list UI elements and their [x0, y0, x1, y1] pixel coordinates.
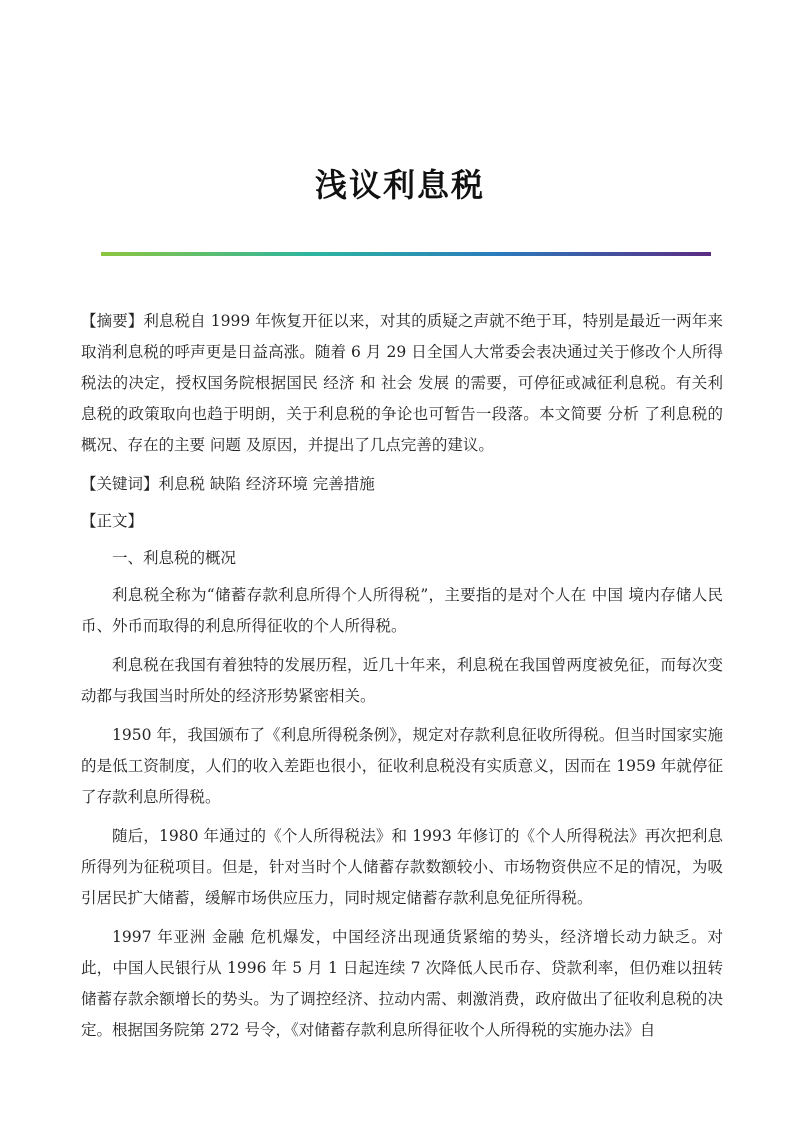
title-divider — [101, 252, 711, 256]
document-title: 浅议利息税 — [314, 166, 485, 204]
body-paragraph: 利息税在我国有着独特的发展历程，近几十年来，利息税在我国曾两度被免征，而每次变动都与我国当时所处的经济形势紧密相关。 — [81, 656, 723, 705]
abstract-paragraph: 【摘要】利息税自 1999 年恢复开征以来，对其的质疑之声就不绝于耳，特别是最近一两年来取消利息税的呼声更是日益高涨。随着 6 月 29 日全国人大常委会表决通过关于修改个人所得税法的决定，授权国务院根据国民 经济 和 社会 发展 的需要，可停征或减征利息税。有关利息税的政策取向也趋于明朗，关于利息税的争论也可暂告一段落。本文简要 分析 了利息税的概况、存在的主要 问题 及原因，并提出了几点完善的建议。 — [81, 312, 723, 454]
body-paragraph: 利息税全称为“储蓄存款利息所得个人所得税”，主要指的是对个人在 中国 境内存储人民币、外币而取得的利息所得征收的个人所得税。 — [81, 586, 723, 635]
body-paragraph: 1950 年，我国颁布了《利息所得税条例》，规定对存款利息征收所得税。但当时国家实施的是低工资制度，人们的收入差距也很小，征收利息税没有实质意义，因而在 1959 年就停征了存款利息所得税。 — [81, 726, 723, 806]
body-paragraph: 1997 年亚洲 金融 危机爆发，中国经济出现通货紧缩的势头，经济增长动力缺乏。对此，中国人民银行从 1996 年 5 月 1 日起连续 7 次降低人民币存、贷款利率，但仍难以扭转储蓄存款余额增长的势头。为了调控经济、拉动内需、刺激消费，政府做出了征收利息税的决定。根据国务院第 272 号令，《对储蓄存款利息所得征收个人所得税的实施办法》自 — [81, 928, 723, 1039]
body-paragraph: 随后，1980 年通过的《个人所得税法》和 1993 年修订的《个人所得税法》再次把利息所得列为征税项目。但是，针对当时个人储蓄存款数额较小、市场物资供应不足的情况，为吸引居民扩大储蓄，缓解市场供应压力，同时规定储蓄存款利息免征所得税。 — [81, 827, 723, 907]
body-label: 【正文】 — [81, 512, 144, 530]
section-heading: 一、利息税的概况 — [112, 549, 237, 567]
document-body — [81, 306, 723, 1054]
keywords-paragraph: 【关键词】利息税 缺陷 经济环境 完善措施 — [81, 475, 375, 493]
